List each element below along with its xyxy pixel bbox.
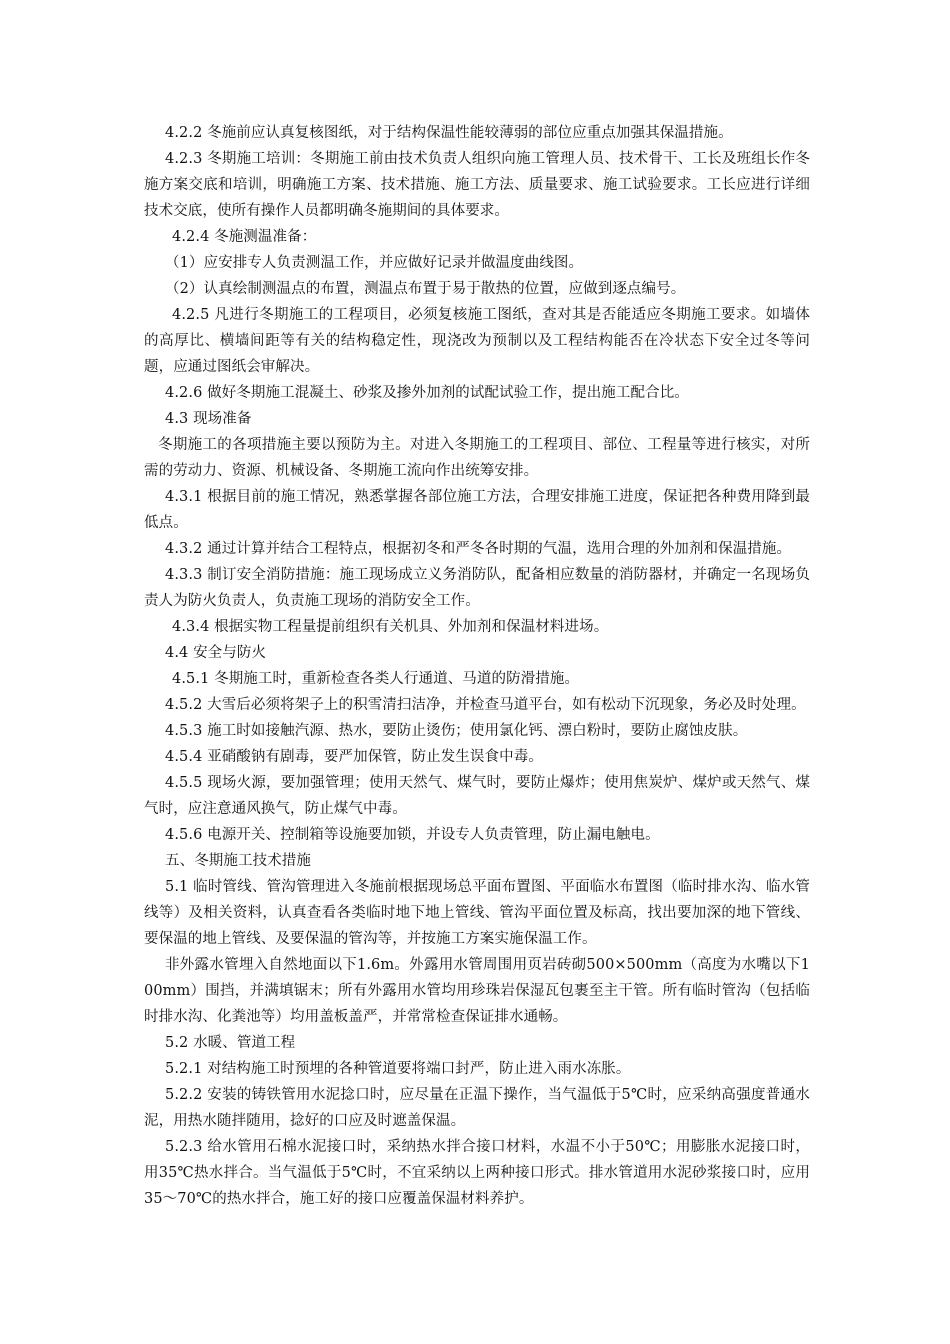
paragraph-4-5-3: 4.5.3 施工时如接触汽源、热水，要防止烫伤；使用氯化钙、漂白粉时，要防止腐蚀皮肤。 xyxy=(165,723,748,739)
paragraph-5-1: 5.1 临时管线、管沟管理进入冬施前根据现场总平面布置图、平面临水布置图（临时排水沟、临水管线等）及相关资料，认真查看各类临时地下地上管线、管沟平面位置及标高，找出要加深的地下管线、要保温的地上管线、及要保温的管沟等，并按施工方案实施保温工作。 xyxy=(144,879,810,947)
paragraph-item-1: （1）应安排专人负责测温工作，并应做好记录并做温度曲线图。 xyxy=(165,255,584,271)
paragraph-5-2-3: 5.2.3 给水管用石棉水泥接口时，采纳热水拌合接口材料，水温不小于50℃；用膨胀水泥接口时，用35℃热水拌合。当气温低于5℃时，不宜采纳以上两种接口形式。排水管道用水泥砂浆接口时，应用35～70℃的热水拌合，施工好的接口应覆盖保温材料养护。 xyxy=(144,1139,810,1207)
paragraph-4-3-3: 4.3.3 制订安全消防措施：施工现场成立义务消防队，配备相应数量的消防器材，并确定一名现场负责人为防火负责人，负责施工现场的消防安全工作。 xyxy=(144,567,810,609)
paragraph-item-2: （2）认真绘制测温点的布置，测温点布置于易于散热的位置，应做到逐点编号。 xyxy=(165,281,686,297)
heading-4-4: 4.4 安全与防火 xyxy=(165,645,267,661)
paragraph-4-3-2: 4.3.2 通过计算并结合工程特点，根据初冬和严冬各时期的气温，选用合理的外加剂和保温措施。 xyxy=(165,541,792,557)
paragraph-5-1-pipes: 非外露水管埋入自然地面以下1.6m。外露用水管周围用页岩砖砌500×500mm（高度为水嘴以下100mm）围挡，并满填锯末；所有外露用水管均用珍珠岩保湿瓦包裹至主干管。所有临时管沟（包括临时排水沟、化粪池等）均用盖板盖严，并常常检查保证排水通畅。 xyxy=(144,957,810,1025)
paragraph-4-2-6: 4.2.6 做好冬期施工混凝土、砂浆及掺外加剂的试配试验工作，提出施工配合比。 xyxy=(165,385,689,401)
paragraph-4-5-5: 4.5.5 现场火源，要加强管理；使用天然气、煤气时，要防止爆炸；使用焦炭炉、煤炉或天然气、煤气时，应注意通风换气，防止煤气中毒。 xyxy=(144,775,810,817)
paragraph-4-2-3: 4.2.3 冬期施工培训：冬期施工前由技术负责人组织向施工管理人员、技术骨干、工长及班组长作冬施方案交底和培训，明确施工方案、技术措施、施工方法、质量要求、施工试验要求。工长应进行详细技术交底，使所有操作人员都明确冬施期间的具体要求。 xyxy=(144,151,810,219)
paragraph-4-2-4: 4.2.4 冬施测温准备： xyxy=(172,229,317,245)
paragraph-4-3-1: 4.3.1 根据目前的施工情况，熟悉掌握各部位施工方法，合理安排施工进度，保证把各种费用降到最低点。 xyxy=(144,489,810,531)
heading-5-2: 5.2 水暖、管道工程 xyxy=(165,1035,296,1051)
paragraph-4-3-4: 4.3.4 根据实物工程量提前组织有关机具、外加剂和保温材料进场。 xyxy=(172,619,609,635)
paragraph-5-2-2: 5.2.2 安装的铸铁管用水泥捻口时，应尽量在正温下操作，当气温低于5℃时，应采纳高强度普通水泥，用热水随拌随用，捻好的口应及时遮盖保温。 xyxy=(144,1087,810,1129)
paragraph-4-5-2: 4.5.2 大雪后必须将架子上的积雪清扫洁净，并检查马道平台，如有松动下沉现象，务必及时处理。 xyxy=(165,697,806,713)
paragraph-4-5-1: 4.5.1 冬期施工时，重新检查各类人行通道、马道的防滑措施。 xyxy=(172,671,580,687)
paragraph-4-2-5: 4.2.5 凡进行冬期施工的工程项目，必须复核施工图纸，查对其是否能适应冬期施工要求。如墙体的高厚比、横墙间距等有关的结构稳定性，现浇改为预制以及工程结构能否在冷状态下安全过冬等问题，应通过图纸会审解决。 xyxy=(144,307,810,375)
paragraph-4-2-2: 4.2.2 冬施前应认真复核图纸，对于结构保温性能较薄弱的部位应重点加强其保温措施。 xyxy=(165,125,733,141)
paragraph-4-3-intro: 冬期施工的各项措施主要以预防为主。对进入冬期施工的工程项目、部位、工程量等进行核实，对所需的劳动力、资源、机械设备、冬期施工流向作出统筹安排。 xyxy=(144,437,810,479)
paragraph-4-5-6: 4.5.6 电源开关、控制箱等设施要加锁，并设专人负责管理，防止漏电触电。 xyxy=(165,827,660,843)
heading-4-3: 4.3 现场准备 xyxy=(165,411,252,427)
document-page xyxy=(144,120,810,1212)
paragraph-5-2-1: 5.2.1 对结构施工时预埋的各种管道要将端口封严，防止进入雨水冻胀。 xyxy=(165,1061,631,1077)
heading-section-5: 五、冬期施工技术措施 xyxy=(165,853,311,869)
paragraph-4-5-4: 4.5.4 亚硝酸钠有剧毒，要严加保管，防止发生误食中毒。 xyxy=(165,749,543,765)
